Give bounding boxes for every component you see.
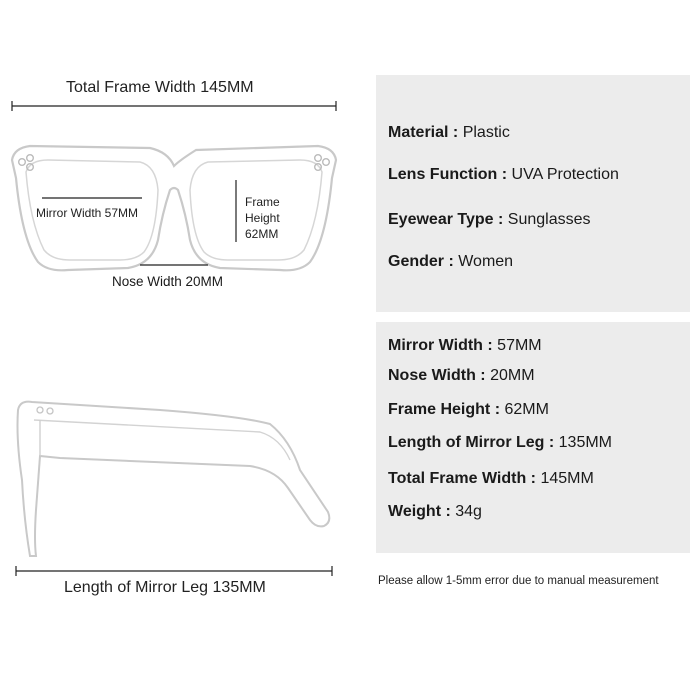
spec-key: Total Frame Width : — [388, 470, 541, 487]
spec-value: Women — [458, 253, 514, 270]
frame-height-label-line1: Frame — [245, 195, 280, 209]
frame-height-label-line3: 62MM — [245, 227, 279, 241]
spec-panel-dimensions — [376, 322, 690, 553]
spec-value: Sunglasses — [507, 211, 591, 228]
spec-value: UVA Protection — [511, 166, 619, 183]
spec-key: Material : — [388, 124, 463, 141]
spec-key: Length of Mirror Leg : — [388, 434, 559, 451]
spec-value: 135MM — [558, 434, 613, 451]
spec-value: 62MM — [504, 401, 549, 418]
total-frame-width-label: Total Frame Width 145MM — [66, 79, 254, 96]
spec-key: Nose Width : — [388, 367, 491, 384]
nose-width-label: Nose Width 20MM — [112, 274, 224, 289]
spec-value: 20MM — [490, 367, 535, 384]
spec-row-frame-height — [388, 401, 549, 419]
spec-key: Frame Height : — [388, 401, 505, 418]
spec-row-nose-width — [388, 367, 535, 385]
spec-row-lens-function — [388, 166, 619, 184]
mirror-leg-length-label: Length of Mirror Leg 135MM — [64, 579, 266, 596]
spec-row-eyewear-type — [388, 211, 590, 229]
spec-value: Plastic — [462, 124, 510, 141]
frame-height-label — [245, 194, 280, 242]
spec-key: Mirror Width : — [388, 337, 498, 354]
frame-height-label-line2: Height — [245, 211, 280, 225]
spec-value: 57MM — [497, 337, 542, 354]
spec-row-gender — [388, 253, 513, 271]
spec-panel-general — [376, 75, 690, 312]
spec-key: Weight : — [388, 503, 456, 520]
spec-row-total-frame-width — [388, 470, 594, 488]
spec-key: Gender : — [388, 253, 459, 270]
spec-row-material — [388, 124, 510, 142]
spec-key: Lens Function : — [388, 166, 512, 183]
spec-row-mirror-leg — [388, 434, 612, 452]
spec-value: 34g — [455, 503, 482, 520]
spec-row-mirror-width — [388, 337, 542, 355]
spec-key: Eyewear Type : — [388, 211, 508, 228]
spec-row-weight — [388, 503, 482, 521]
mirror-width-label: Mirror Width 57MM — [36, 206, 139, 220]
measurement-note: Please allow 1-5mm error due to manual measurement — [378, 575, 659, 587]
spec-value: 145MM — [540, 470, 594, 487]
